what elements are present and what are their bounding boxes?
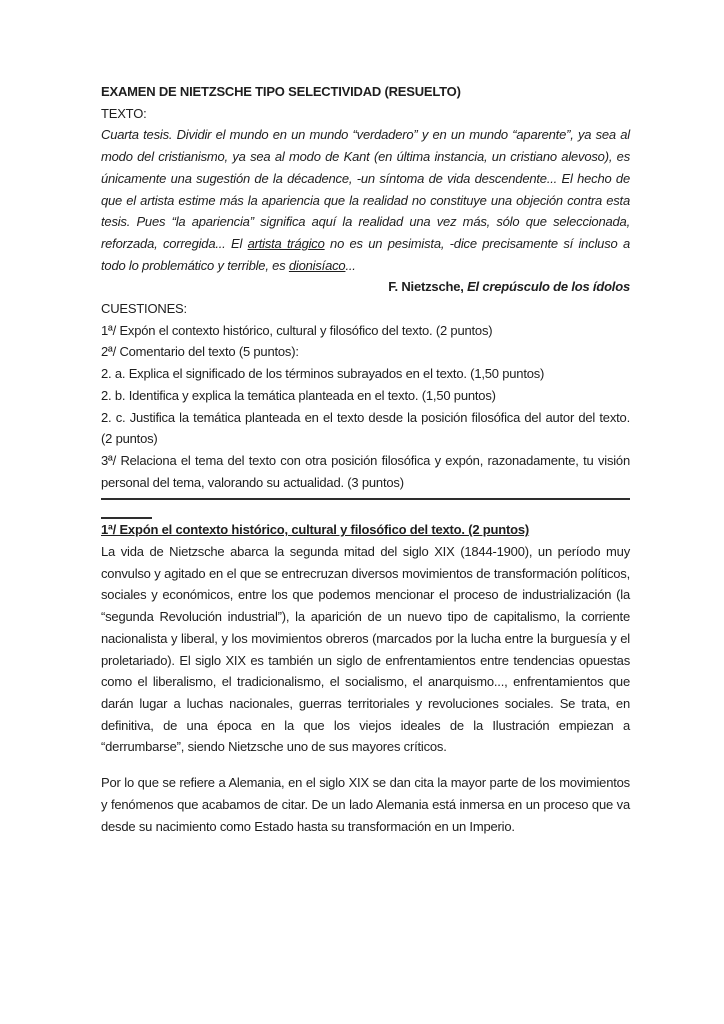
- question-2a: 2. a. Explica el significado de los términos subrayados en el texto. (1,50 puntos): [101, 366, 545, 382]
- answer-paragraph-2: Por lo que se refiere a Alemania, en el siglo XIX se dan cita la mayor parte de los movimientos y fenómenos que acabamos de citar. De un lado Alemania está inmersa en un proceso que va desde su nacimiento como Estado hasta su transformación en un Imperio.: [101, 775, 630, 834]
- cuestiones-label: CUESTIONES:: [101, 301, 187, 317]
- nietzsche-quote: [101, 124, 630, 276]
- question-2b: 2. b. Identifica y explica la temática planteada en el texto. (1,50 puntos): [101, 387, 496, 403]
- question-2c: 2. c. Justifica la temática planteada en el texto desde la posición filosófica del autor del texto. (2 puntos): [101, 409, 630, 447]
- question-2-intro: 2ª/ Comentario del texto (5 puntos):: [101, 344, 299, 360]
- quote-text-part-2: no es un pesimista, -dice precisamente sí incluso a todo lo problemático y terrible, es: [101, 235, 630, 273]
- document-title: EXAMEN DE NIETZSCHE TIPO SELECTIVIDAD (RESUELTO): [101, 84, 461, 99]
- underlined-term-artista-tragico: artista trágico: [247, 235, 325, 251]
- texto-label: TEXTO:: [101, 105, 147, 121]
- answer-paragraph-1: La vida de Nietzsche abarca la segunda mitad del siglo XIX (1844-1900), un período muy convulso y agitado en el que se entrecruzan diversos movimientos de transformación políticos, sociales y económicos, entre los que podemos mencionar el proceso de industrialización (la “segunda Revolución industrial”), la aparición de un nuevo tipo de capitalismo, la corriente nacionalista y liberal, y los movimientos obreros (marcados por la lucha entre la burguesía y el proletariado). El siglo XIX es también un siglo de enfrentamientos entre tendencias opuestas como el liberalismo, el tradicionalismo, el socialismo, el anarquismo..., enfrentamientos que darán lugar a luchas nacionales, guerras territoriales y revoluciones sociales. Se trata, en definitiva, de una época en la que los viejos ideales de la Ilustración empiezan a “derrumbarse”, siendo Nietzsche uno de sus mayores críticos.: [101, 544, 630, 755]
- underlined-term-dionisiaco: dionisíaco: [288, 257, 346, 273]
- quote-text-part-1: Cuarta tesis. Dividir el mundo en un mundo “verdadero” y en un mundo “aparente”, ya sea al modo del cristianismo, ya sea al modo de Kant (en última instancia, un cristiano alevoso), es únicamente una sugestión de la décadence, -un síntoma de vida descendente... El hecho de que el artista estime más la apariencia que la realidad no constituye una objeción contra esta tesis. Pues “la apariencia” significa aquí la realidad una vez más, sólo que seleccionada, reforzada, corregida... El: [101, 127, 630, 251]
- quote-text-part-3: ...: [345, 257, 356, 273]
- question-3: 3ª/ Relaciona el tema del texto con otra posición filosófica y expón, razonadamente, tu visión personal del tema, valorando su actualidad. (3 puntos): [101, 452, 630, 490]
- attribution-work-title: El crepúsculo de los ídolos: [467, 279, 630, 295]
- question-1: 1ª/ Expón el contexto histórico, cultural y filosófico del texto. (2 puntos): [101, 322, 493, 338]
- quote-attribution: [101, 276, 630, 298]
- separator-line-full: [101, 498, 630, 500]
- answer-section-heading: 1ª/ Expón el contexto histórico, cultural y filosófico del texto. (2 puntos): [101, 522, 530, 538]
- attribution-author: F. Nietzsche,: [388, 279, 468, 295]
